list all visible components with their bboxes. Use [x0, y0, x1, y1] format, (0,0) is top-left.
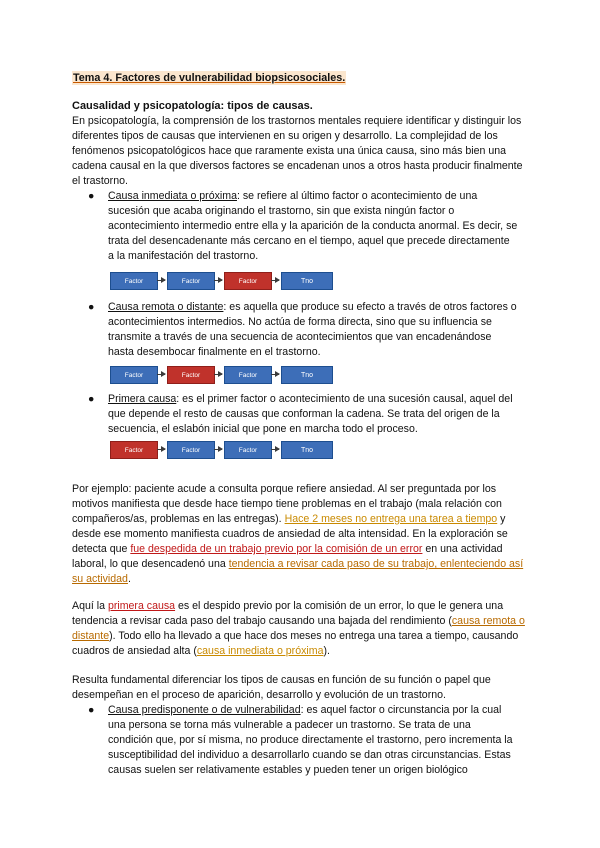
factor-box-highlight: Factor: [167, 366, 215, 384]
disorder-box: Tno: [281, 366, 333, 384]
arrow-icon: [157, 374, 165, 375]
factor-box: Factor: [110, 366, 158, 384]
factor-box: Factor: [224, 441, 272, 459]
factor-box: Factor: [167, 441, 215, 459]
cause-text: : se refiere al último factor o acontecimiento de una sucesión que acaba originando el trastorno, sin que exista ningún factor o acontecimiento intermedio entre ella y la aparición de la conducta anormal. Es decir, se trata del desencadenante más cercano en el tiempo, aquel que precede directamente a la manifestación del trastorno.: [108, 190, 518, 262]
arrow-icon: [271, 280, 279, 281]
arrow-icon: [271, 374, 279, 375]
highlight-remote-label: causa remota o distante: [72, 615, 525, 642]
section-heading: Causalidad y psicopatología: tipos de causas.: [72, 100, 313, 112]
highlight-first-cause-label: primera causa: [107, 600, 176, 612]
highlight-remote: tendencia a revisar cada paso de su trabajo, enlenteciendo así su actividad: [72, 558, 524, 585]
arrow-icon: [214, 280, 222, 281]
bullet-icon: ●: [88, 190, 95, 202]
arrow-icon: [157, 449, 165, 450]
arrow-icon: [271, 449, 279, 450]
arrow-icon: [214, 374, 222, 375]
cause-term: Causa inmediata o próxima: [108, 190, 237, 202]
cause-term: Primera causa: [108, 393, 177, 405]
factor-box-highlight: Factor: [110, 441, 158, 459]
example-paragraph: Por ejemplo: paciente acude a consulta porque refiere ansiedad. Al ser preguntada por los motivos manifiesta que desde hace tiempo tiene problemas en el trabajo (mala relación con compañeros/as, problemas en las entregas). Hace 2 meses no entrega una tarea a tiempo y desde ese momento manifiesta cuadros de ansiedad de alta intensidad. En la exploración se detecta que fue despedida de un trabajo previo por la comisión de un error en una actividad laboral, lo que desencadenó una tendencia a revisar cada paso de su trabajo, enlenteciendo así su actividad.: [72, 483, 524, 585]
document-title: Tema 4. Factores de vulnerabilidad biopsicosociales.: [73, 72, 346, 84]
analysis-paragraph: Aquí la primera causa es el despido previo por la comisión de un error, lo que le genera una tendencia a revisar cada paso del trabajo causando una bajada del rendimiento (causa remota o distante). Todo ello ha llevado a que hace dos meses no entrega una tarea a tiempo, causando cuadros de ansiedad alta (causa inmediata o próxima).: [72, 600, 525, 657]
factor-box-highlight: Factor: [224, 272, 272, 290]
bullet-icon: ●: [88, 301, 95, 313]
highlight-first-cause: fue despedida de un trabajo previo por la comisión de un error: [130, 543, 423, 555]
arrow-icon: [214, 449, 222, 450]
cause-term: Causa predisponente o de vulnerabilidad: [108, 704, 301, 716]
factor-box: Factor: [167, 272, 215, 290]
intro-paragraph: En psicopatología, la comprensión de los trastornos mentales requiere identificar y distinguir los diferentes tipos de causas que intervienen en su origen y desarrollo. La complejidad de los fenómenos psicopatológicos hace que raramente exista una única causa, sino más bien una cadena causal en la que diversos factores se encadenan unos a otros hasta producir finalmente el trastorno.: [72, 115, 523, 187]
cause-text: : es el primer factor o acontecimiento de una sucesión causal, aquel del que depende el resto de causas que conforman la cadena. Se trata del origen de la secuencia, el eslabón inicial que pone en marcha todo el proceso.: [108, 393, 513, 435]
function-paragraph: Resulta fundamental diferenciar los tipos de causas en función de su función o papel que desempeñan en el proceso de aparición, desarrollo y evolución de un trastorno.: [72, 674, 491, 701]
factor-box: Factor: [110, 272, 158, 290]
cause-text: : es aquella que produce su efecto a través de otros factores o acontecimientos intermedios. No actúa de forma directa, sino que su influencia se transmite a través de una secuencia de acontecimientos que van encadenándose hasta desembocar finalmente en el trastorno.: [108, 301, 517, 358]
cause-text: : es aquel factor o circunstancia por la cual una persona se torna más vulnerable a padecer un trastorno. Se trata de una condición que, por sí misma, no produce directamente el trastorno, pero incrementa la susceptibilidad del individuo a desarrollarlo cuando se dan otras circunstancias. Estas causas suelen ser relativamente estables y pueden tener un origen biológico: [108, 704, 513, 776]
arrow-icon: [157, 280, 165, 281]
factor-box: Factor: [224, 366, 272, 384]
bullet-icon: ●: [88, 393, 95, 405]
bullet-icon: ●: [88, 704, 95, 716]
highlight-immediate: Hace 2 meses no entrega una tarea a tiempo: [284, 513, 498, 525]
cause-term: Causa remota o distante: [108, 301, 224, 313]
disorder-box: Tno: [281, 441, 333, 459]
highlight-immediate-label: causa inmediata o próxima: [196, 645, 324, 657]
disorder-box: Tno: [281, 272, 333, 290]
